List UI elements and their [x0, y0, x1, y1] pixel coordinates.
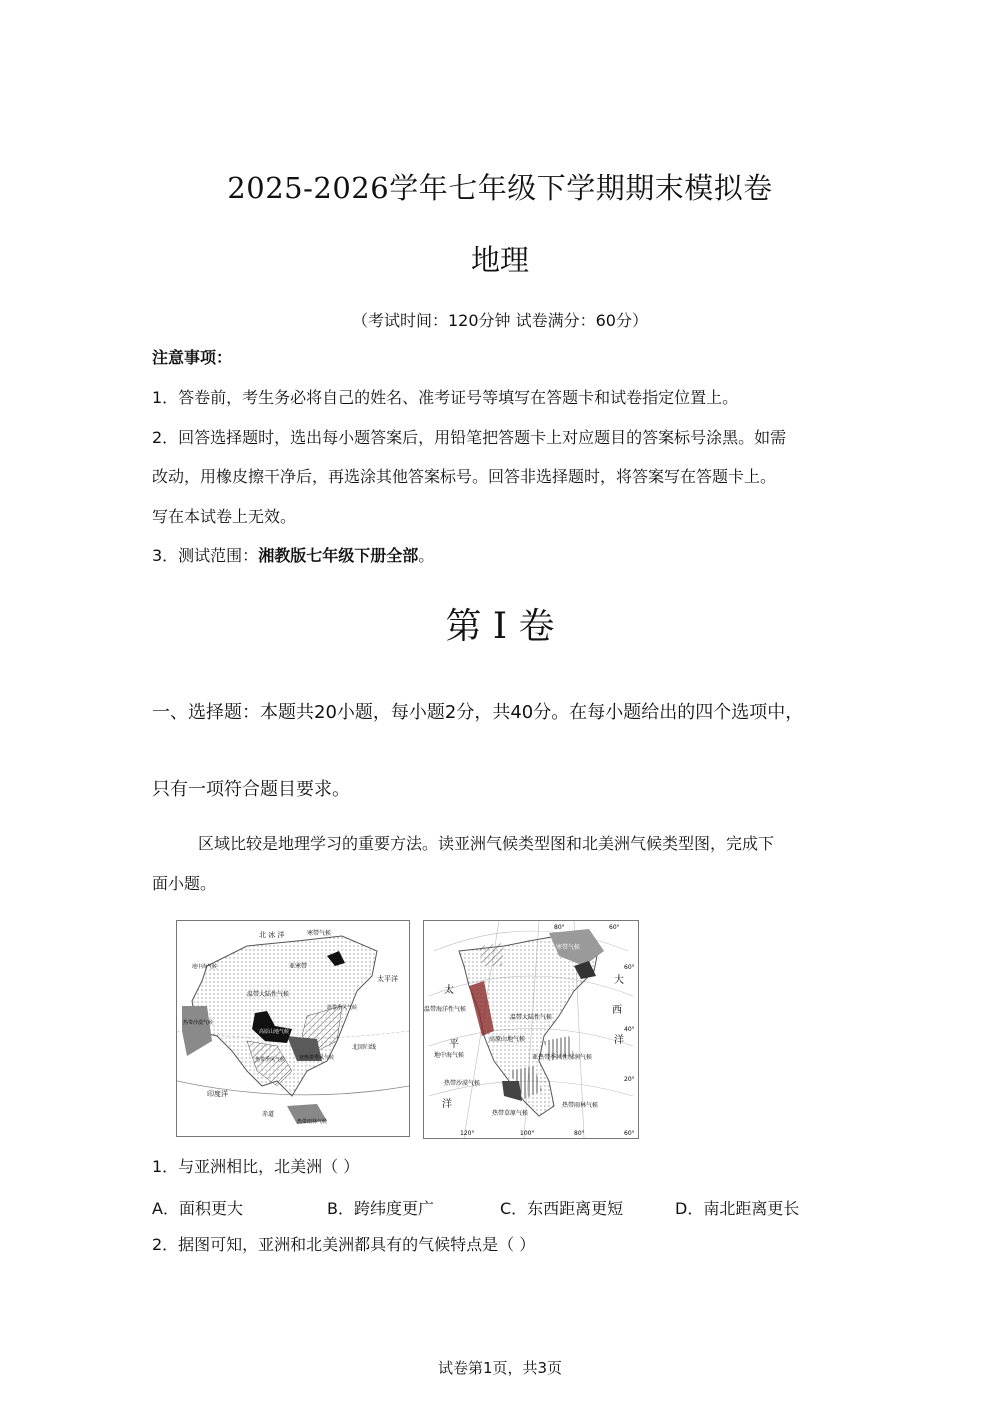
asia-label-mediterranean: 地中海气候 — [192, 964, 218, 970]
na-label-pacific-2: 平 — [449, 1039, 459, 1050]
passage-line-1: 区域比较是地理学习的重要方法。读亚洲气候类型图和北美洲气候类型图，完成下 — [198, 834, 775, 853]
asia-label-subtropical-monsoon: 亚热带季风气候 — [299, 1055, 335, 1061]
asia-label-north-sea: 北 冰 洋 — [259, 931, 285, 939]
na-lon-80: 80° — [554, 924, 565, 931]
exam-title: 2025-2026学年七年级下学期期末模拟卷 — [227, 171, 773, 205]
question-1: 1．与亚洲相比，北美洲（ ） — [152, 1157, 360, 1176]
na-lon-80-bottom: 80° — [574, 1130, 585, 1137]
na-label-pacific-1: 太 — [444, 985, 454, 996]
notice-heading: 注意事项： — [152, 348, 233, 367]
na-label-marine: 温带海洋性气候 — [424, 1006, 467, 1013]
asia-label-indian-ocean: 印度洋 — [207, 1090, 228, 1098]
asia-label-plateau: 高原山地气候 — [259, 1029, 290, 1035]
na-label-humid-subtropical: 亚热带季风性湿润气候 — [532, 1054, 593, 1061]
na-lat-60: 60° — [624, 964, 635, 971]
test-scope: 湘教版七年级下册全部 — [258, 546, 419, 565]
notice-item-3-suffix: 。 — [418, 546, 435, 565]
na-label-atlantic-3: 洋 — [614, 1035, 624, 1046]
na-label-tundra: 寒带气候 — [556, 944, 581, 951]
notice-item-2-line-2: 改动，用橡皮擦干净后，再选涂其他答案标号。回答非选择题时，将答案写在答题卡上。 — [152, 467, 777, 486]
asia-label-tropical-monsoon: 热带季风气候 — [255, 1057, 286, 1063]
na-lat-20: 20° — [624, 1076, 635, 1083]
na-lon-100: 100° — [520, 1130, 535, 1137]
na-label-savanna: 热带草原气候 — [492, 1110, 529, 1117]
subject-title: 地理 — [470, 243, 529, 277]
asia-label-desert: 热带沙漠气候 — [183, 1020, 214, 1026]
na-lon-60-bottom: 60° — [624, 1130, 635, 1137]
q1-option-c[interactable]: C．东西距离更短 — [500, 1199, 624, 1218]
na-lat-40: 40° — [624, 1026, 635, 1033]
na-lon-60: 60° — [609, 924, 620, 931]
asia-label-equator: 赤道 — [262, 1111, 275, 1118]
section-title: 第 I 卷 — [445, 606, 555, 647]
q1-option-b[interactable]: B．跨纬度更广 — [327, 1199, 434, 1218]
q1-option-d[interactable]: D．南北距离更长 — [675, 1199, 800, 1218]
asia-label-temperate-monsoon: 温带季风气候 — [327, 1005, 358, 1011]
notice-item-3 — [152, 546, 434, 566]
page-footer: 试卷第1页，共3页 — [437, 1359, 563, 1377]
asia-label-rainforest: 热带雨林气候 — [297, 1119, 328, 1125]
asia-label-temperate-continental: 温带大陆性气候 — [247, 991, 290, 998]
q1-option-a[interactable]: A．面积更大 — [152, 1199, 243, 1218]
notice-item-2-line-3: 写在本试卷上无效。 — [152, 507, 297, 526]
exam-info: （考试时间：120分钟 试卷满分：60分） — [352, 311, 648, 330]
notice-item-2-line-1: 2．回答选择题时，选出每小题答案后，用铅笔把答题卡上对应题目的答案标号涂黑。如需 — [152, 428, 787, 447]
asia-label-pacific: 太平洋 — [377, 975, 398, 983]
na-label-mediterranean: 地中海气候 — [434, 1052, 465, 1059]
notice-item-3-prefix: 3．测试范围： — [152, 546, 259, 565]
asia-label-tropic: 北回归线 — [352, 1044, 377, 1051]
notice-item-1: 1．答卷前，考生务必将自己的姓名、准考证号等填写在答题卡和试卷指定位置上。 — [152, 388, 739, 407]
section-instruction-line-2: 只有一项符合题目要求。 — [152, 779, 350, 800]
na-label-continental: 温带大陆性气候 — [510, 1014, 553, 1021]
north-america-climate-map — [423, 920, 639, 1139]
section-instruction-line-1: 一、选择题：本题共20小题，每小题2分，共40分。在每小题给出的四个选项中， — [152, 702, 804, 723]
na-label-rainforest: 热带雨林气候 — [562, 1102, 599, 1109]
na-label-plateau: 高原山地气候 — [489, 1036, 526, 1043]
na-label-desert: 热带沙漠气候 — [444, 1080, 481, 1087]
asia-label-subarctic: 亚寒带 — [289, 963, 308, 970]
na-label-atlantic-1: 大 — [614, 975, 624, 986]
asia-climate-map — [176, 920, 410, 1137]
na-label-pacific-3: 洋 — [442, 1099, 452, 1110]
na-label-atlantic-2: 西 — [612, 1005, 622, 1016]
passage-line-2: 面小题。 — [152, 874, 217, 893]
asia-label-tundra: 寒带气候 — [307, 930, 332, 937]
na-lon-120: 120° — [460, 1130, 475, 1137]
question-2: 2．据图可知，亚洲和北美洲都具有的气候特点是（ ） — [152, 1235, 536, 1254]
